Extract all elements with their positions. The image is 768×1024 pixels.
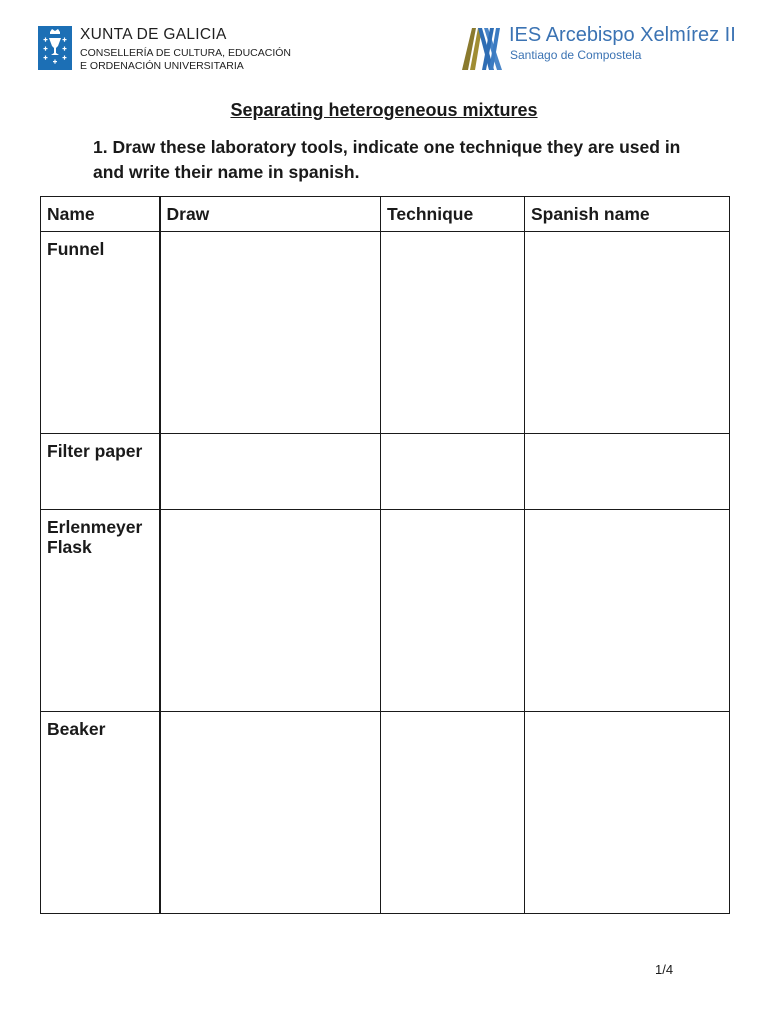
row-name: Erlenmeyer Flask: [41, 510, 160, 712]
row-name: Filter paper: [41, 434, 160, 510]
spanish-name-cell[interactable]: [525, 510, 730, 712]
table-row: [41, 232, 730, 434]
header-technique: Technique: [381, 197, 525, 232]
technique-cell[interactable]: [381, 232, 525, 434]
header-name: Name: [41, 197, 160, 232]
ies-mark-icon: [460, 26, 504, 77]
draw-cell[interactable]: [160, 434, 381, 510]
school-city: Santiago de Compostela: [510, 48, 642, 62]
galicia-emblem-icon: [38, 26, 72, 70]
technique-cell[interactable]: [381, 434, 525, 510]
technique-cell[interactable]: [381, 510, 525, 712]
row-name: Funnel: [41, 232, 160, 434]
page-number: 1/4: [655, 962, 674, 977]
draw-cell[interactable]: [160, 712, 381, 914]
header-spanish-name: Spanish name: [525, 197, 730, 232]
school-logo: [460, 24, 740, 74]
spanish-name-cell[interactable]: [525, 434, 730, 510]
draw-cell[interactable]: [160, 232, 381, 434]
header-draw: Draw: [160, 197, 381, 232]
instruction-text: 1. Draw these laboratory tools, indicate one technique they are used in and write their name in spanish.: [93, 137, 681, 182]
xunta-logo: [38, 26, 300, 74]
row-name: Beaker: [41, 712, 160, 914]
table-row: [41, 510, 730, 712]
draw-cell[interactable]: [160, 510, 381, 712]
xunta-title: XUNTA DE GALICIA: [80, 26, 227, 43]
xunta-subtitle: [80, 47, 291, 72]
table-row: [41, 434, 730, 510]
table-header-row: [41, 197, 730, 232]
technique-cell[interactable]: [381, 712, 525, 914]
document-title: Separating heterogeneous mixtures: [230, 100, 538, 120]
xunta-subtitle-line1: CONSELLERÍA DE CULTURA, EDUCACIÓN: [80, 47, 292, 59]
spanish-name-cell[interactable]: [525, 712, 730, 914]
table-row: [41, 712, 730, 914]
spanish-name-cell[interactable]: [525, 232, 730, 434]
lab-tools-table: [40, 196, 730, 914]
xunta-subtitle-line2: E ORDENACIÓN UNIVERSITARIA: [80, 59, 244, 72]
school-name: IES Arcebispo Xelmírez II: [509, 24, 736, 46]
